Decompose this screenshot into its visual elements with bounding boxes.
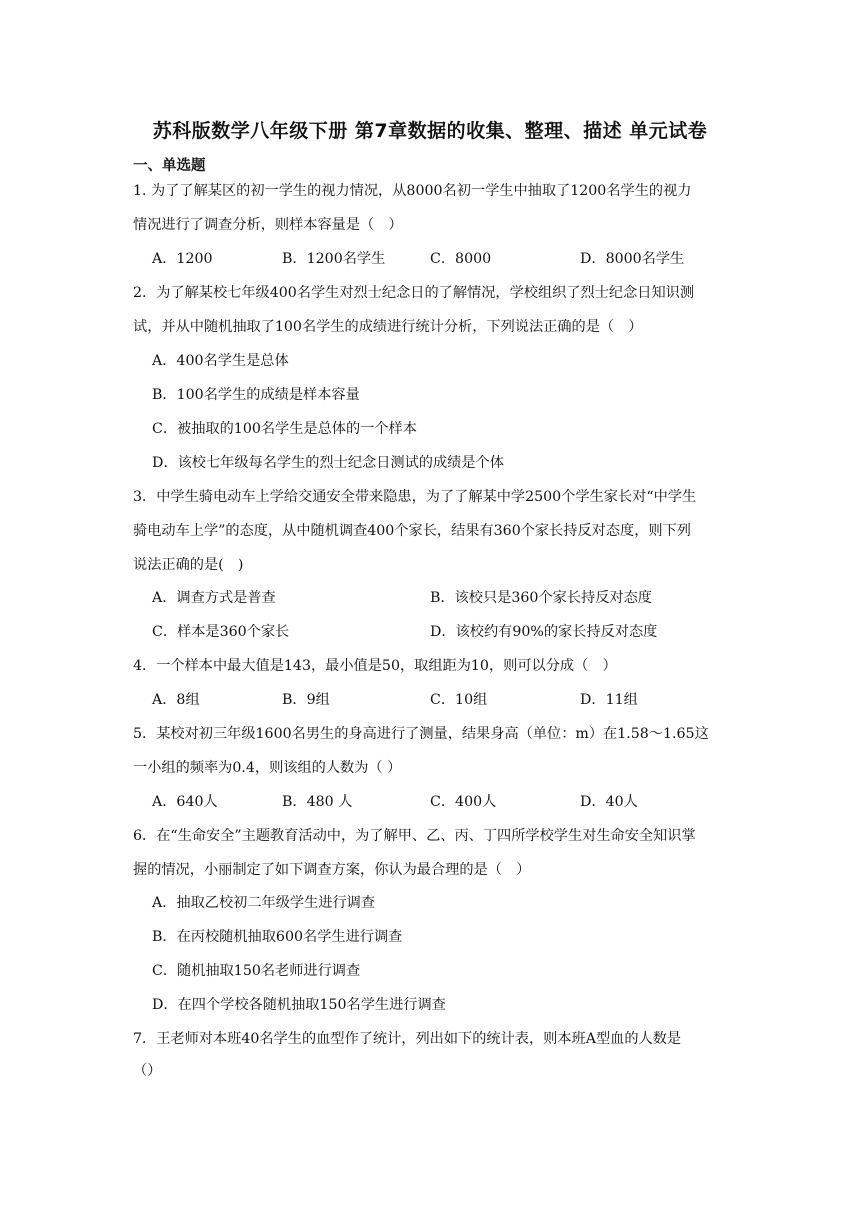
question-2-option-b: B．100名学生的成绩是样本容量	[152, 387, 360, 403]
question-7-line-1: 7．王老师对本班40名学生的血型作了统计，列出如下的统计表，则本班A型血的人数是	[133, 1031, 682, 1047]
question-4-line-1: 4．一个样本中最大值是143，最小值是50，取组距为10，则可以分成（ ）	[133, 658, 617, 674]
question-5-option-c: C．400人	[430, 794, 497, 810]
question-7-line-2: （）	[133, 1063, 162, 1079]
question-5-line-1: 5．某校对初三年级1600名男生的身高进行了测量，结果身高（单位：m）在1.58～1.65这	[133, 726, 709, 742]
question-3-option-c: C．样本是360个家长	[152, 624, 290, 640]
question-4-option-a: A．8组	[152, 692, 200, 708]
question-6-option-d: D．在四个学校各随机抽取150名学生进行调查	[152, 997, 446, 1013]
question-1-option-a: A．1200	[152, 251, 213, 267]
question-3-option-b: B．该校只是360个家长持反对态度	[430, 590, 652, 606]
question-3-line-3: 说法正确的是( )	[133, 557, 244, 573]
question-1-option-c: C．8000	[430, 251, 492, 267]
question-1-line-2: 情况进行了调查分析，则样本容量是（ ）	[133, 217, 403, 233]
question-6-option-c: C．随机抽取150名老师进行调查	[152, 963, 361, 979]
question-5-line-2: 一小组的频率为0.4，则该组的人数为（ ）	[133, 760, 402, 776]
question-3-line-2: 骑电动车上学”的态度，从中随机调查400个家长，结果有360个家长持反对态度，则下列	[133, 523, 691, 539]
question-3-line-1: 3．中学生骑电动车上学给交通安全带来隐患，为了了解某中学2500个学生家长对“中学生	[133, 489, 697, 505]
question-2-option-c: C．被抽取的100名学生是总体的一个样本	[152, 421, 417, 437]
section-heading: 一、单选题	[133, 158, 206, 174]
question-2-line-1: 2．为了解某校七年级400名学生对烈士纪念日的了解情况，学校组织了烈士纪念日知识测	[133, 285, 695, 301]
question-5-option-b: B．480 人	[282, 794, 353, 810]
question-4-option-c: C．10组	[430, 692, 488, 708]
question-1-option-d: D．8000名学生	[580, 251, 685, 267]
question-3-option-a: A．调查方式是普查	[152, 590, 276, 606]
question-6-option-a: A．抽取乙校初二年级学生进行调查	[152, 895, 376, 911]
page-title: 苏科版数学八年级下册 第7章数据的收集、整理、描述 单元试卷	[152, 120, 708, 142]
question-3-option-d: D．该校约有90%的家长持反对态度	[430, 624, 658, 640]
question-5-option-a: A．640人	[152, 794, 218, 810]
question-2-line-2: 试，并从中随机抽取了100名学生的成绩进行统计分析，下列说法正确的是（ ）	[133, 319, 643, 335]
question-2-option-a: A．400名学生是总体	[152, 353, 289, 369]
question-6-line-1: 6．在“生命安全”主题教育活动中，为了解甲、乙、丙、丁四所学校学生对生命安全知识掌	[133, 828, 696, 844]
question-1-option-b: B．1200名学生	[282, 251, 386, 267]
question-5-option-d: D．40人	[580, 794, 638, 810]
question-4-option-b: B．9组	[282, 692, 330, 708]
question-2-option-d: D．该校七年级每名学生的烈士纪念日测试的成绩是个体	[152, 455, 504, 471]
question-6-line-2: 握的情况，小丽制定了如下调查方案，你认为最合理的是（ ）	[133, 862, 531, 878]
question-6-option-b: B．在丙校随机抽取600名学生进行调查	[152, 929, 403, 945]
question-1-line-1: 1. 为了了解某区的初一学生的视力情况，从8000名初一学生中抽取了1200名学生的视力	[133, 183, 692, 199]
question-4-option-d: D．11组	[580, 692, 638, 708]
